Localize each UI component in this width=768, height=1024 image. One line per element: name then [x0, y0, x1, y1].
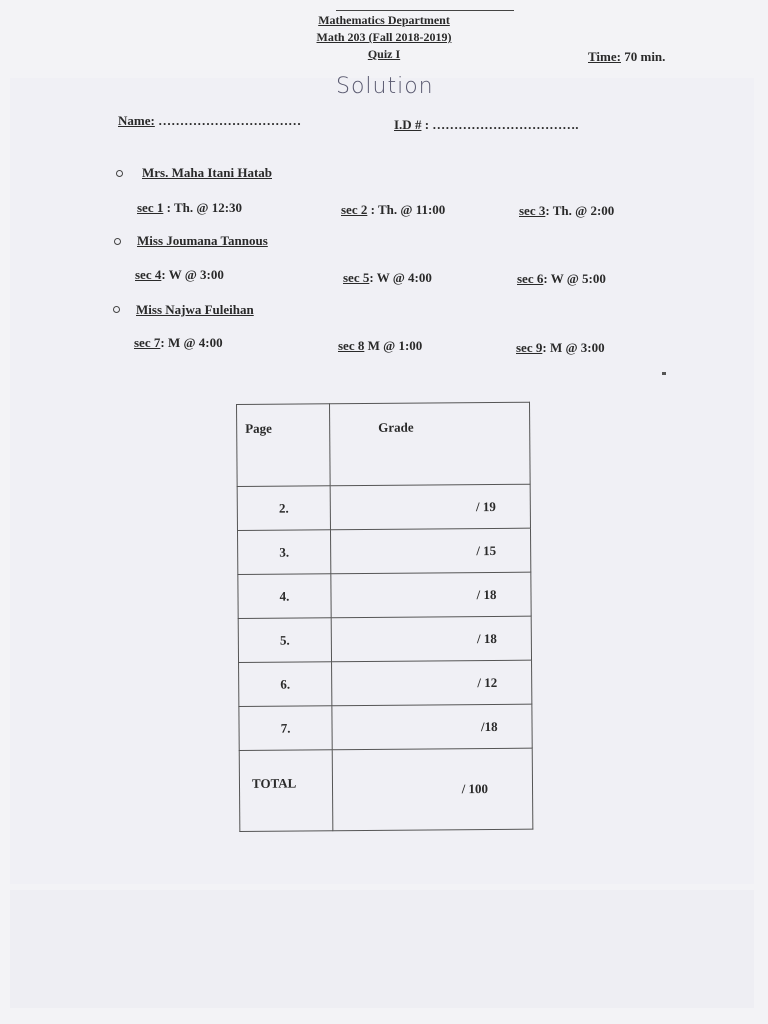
bullet-icon: [116, 170, 123, 177]
section-time: : W @ 4:00: [369, 270, 432, 285]
page-number: 5.: [238, 618, 331, 663]
page-number: 7.: [239, 706, 332, 751]
section-time: M @ 1:00: [364, 338, 423, 353]
grade-cell: / 18: [331, 616, 531, 662]
name-label: Name:: [118, 113, 155, 128]
section-time: : Th. @ 11:00: [367, 202, 446, 217]
section-schedule: [137, 200, 242, 216]
section-schedule: [341, 202, 445, 218]
section-schedule: [338, 338, 422, 354]
section-label: sec 6: [517, 271, 544, 286]
id-blank: : …………………………….: [424, 117, 579, 132]
grade-cell: /18: [332, 704, 532, 750]
table-header-row: [237, 402, 531, 486]
section-label: sec 5: [343, 270, 370, 285]
department-title: Mathematics Department: [318, 13, 450, 27]
grade-cell: / 19: [330, 484, 530, 530]
quiz-title: Quiz I: [367, 47, 401, 61]
section-time: : Th. @ 12:30: [163, 200, 243, 215]
course-title: Math 203 (Fall 2018-2019): [316, 30, 452, 44]
page-number: 4.: [238, 574, 331, 619]
instructor-name: Mrs. Maha Itani Hatab: [142, 165, 272, 180]
time-label: Time:: [588, 49, 621, 64]
total-grade-cell: / 100: [332, 748, 533, 831]
section-label: sec 7: [134, 335, 161, 350]
section-label: sec 2: [341, 202, 368, 217]
grade-cell: / 12: [332, 660, 532, 706]
id-field: [394, 117, 579, 133]
section-label: sec 3: [519, 203, 546, 218]
section-schedule: [516, 340, 605, 356]
section-label: sec 9: [516, 340, 543, 355]
section-label: sec 1: [137, 200, 164, 215]
time-value: 70 min.: [624, 49, 666, 64]
grade-cell: / 18: [331, 572, 531, 618]
section-schedule: [135, 267, 224, 283]
table-row: [237, 484, 530, 530]
table-row: [238, 616, 531, 662]
page-number: 6.: [239, 662, 332, 707]
table-row: [237, 528, 530, 574]
section-label: sec 4: [135, 267, 162, 282]
section-time: : W @ 5:00: [543, 271, 606, 286]
name-blank: ……………………………: [158, 113, 302, 128]
id-label: I.D #: [394, 117, 422, 132]
table-row: [238, 572, 531, 618]
section-schedule: [134, 335, 223, 351]
column-header-page: Page: [237, 404, 331, 487]
total-label: TOTAL: [239, 750, 333, 832]
grade-table: [236, 402, 533, 832]
grade-cell: / 15: [330, 528, 530, 574]
section-time: : M @ 3:00: [542, 340, 605, 355]
section-schedule: [517, 271, 606, 287]
section-schedule: [519, 203, 614, 219]
header-rule: [336, 10, 514, 11]
bullet-icon: [114, 238, 121, 245]
section-time: : W @ 3:00: [161, 267, 224, 282]
scan-shading-bottom: [10, 890, 754, 1008]
scan-speck: [662, 372, 666, 375]
section-time: : Th. @ 2:00: [545, 203, 615, 218]
time-limit: [588, 49, 665, 65]
section-label: sec 8: [338, 338, 365, 353]
table-row: [239, 660, 532, 706]
section-schedule: [343, 270, 432, 286]
handwritten-solution-note: Solution: [336, 74, 434, 99]
instructor-name: Miss Najwa Fuleihan: [136, 302, 254, 317]
table-total-row: [239, 748, 533, 831]
page-number: 3.: [237, 530, 330, 575]
name-field: [118, 113, 301, 129]
section-time: : M @ 4:00: [160, 335, 223, 350]
bullet-icon: [113, 306, 120, 313]
instructor-name: Miss Joumana Tannous: [137, 233, 268, 248]
column-header-grade: Grade: [330, 402, 531, 486]
page-number: 2.: [237, 486, 330, 531]
table-row: [239, 704, 532, 750]
